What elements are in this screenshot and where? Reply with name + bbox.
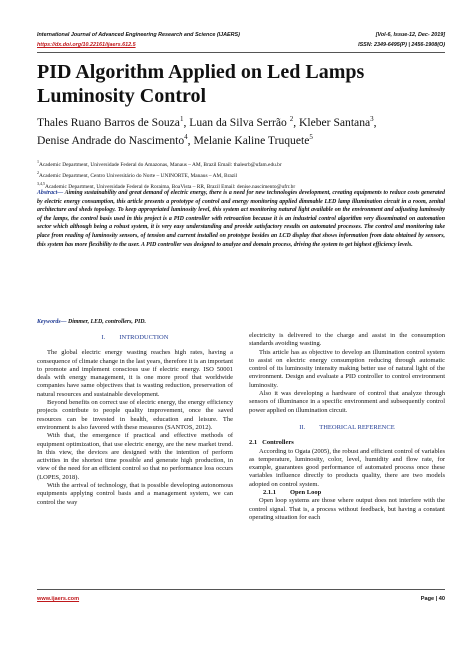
author-sup: 4 [184,132,188,141]
paragraph: According to Ogata (2005), the robust and efficient control of variables as temperature, luminosity, color, level, humidity and flow rate, for example, guarantees good performance of automated process once these variables influence directly to products quality, there are two models adopted on control system. [249,447,445,488]
abstract-text: Aiming sustainability and great demand of electric energy, there is a need for new technologies development, creating equipments to reduce costs generated by electric energy consumption, this article presents a prototype of control and energy monitoring applied dimmable LED lamp illumination circuit in a room, zenital architecture and sheds topology. To keep appropriated luminosity level, this system act monitoring natural light available on the environment and adjusting luminosity of the lamps, the control basis used in this project is a PID controller with retroaction because it is an industrial control algorithm very disseminated on automation sector which although being a robust system, it is very easy understanding and provide satisfactory results on automated processes. The control and monitoring take place from reading of luminosity sensors, of tension and current installed on prototype besides an LCD display that shows information from data obtained by sensors, this system has more flexibility to the user. A PID controller was designed to analyze and domain process, driving the system to get highest efficiency levels. [37,190,445,248]
author-name: Denise Andrade do Nascimento [37,133,185,147]
subsection-number: 2.1 [249,439,258,447]
keywords-label: Keywords— [37,319,67,325]
author-sep: , [183,115,190,129]
subsection-heading [249,439,445,447]
left-column [37,332,233,507]
paragraph: With that, the emergence if practical and effective methods of equipment optimization, that use electric energy, are the new market trend. In this view, the devices are designed with the intention of perform activities in the shortest time possible and generate high production, in view of the need for an efficient control so that no performance loss occurs (LOPES, 2018). [37,432,233,481]
volume-info: [Vol-6, Issue-12, Dec- 2019] [375,32,445,38]
paper-title: PID Algorithm Applied on Led Lamps Luminosity Control [37,61,365,107]
affiliation-text: Academic Department, Centro Universitário do Norte – UNINORTE, Manaus – AM, Brazil [39,172,238,179]
affiliation-text: Academic Department, Universidade Federal de Roraima, BoaVista – RR, Brazil Email: denise.nascimento@ufrr.br [45,183,296,190]
subsubsection-number: 2.1.1 [263,489,276,497]
author-sup: 5 [309,132,313,141]
affiliation-list [37,158,445,190]
section-number: I. [101,334,106,341]
section-heading [249,424,445,432]
abstract [37,189,445,249]
issn-info: ISSN: 2349-6495(P) | 2456-1908(O) [358,42,445,48]
abstract-label: Abstract— [37,190,64,196]
author-sup: 3 [370,115,374,123]
affiliation-sup: 1 [37,159,39,164]
keywords [37,318,445,327]
author-sep: , [373,115,377,129]
section-title: THEORICAL REFERENCE [319,423,395,431]
paragraph: Open loop systems are those where output does not interfere with the control signal. That is, a process without feedback, but having a constant operating situation for each [249,497,445,521]
paragraph: The global electric energy wasting reaches high rates, having a consequence of climate change in the last years, therefore it is an important to promote and implement conscious use if electric energy. ISO 50001 deals with energy management, it is one more proof that worldwide companies have same objectives that is wasting reduction, preservation of natural resources and sustainable development. [37,349,233,398]
author-name: Kleber Santana [299,115,371,129]
page-number: Page | 40 [420,596,445,602]
doi-link[interactable]: https://dx.doi.org/10.22161/ijaers.612.5 [37,42,136,48]
author-name: Thales Ruano Barros de Souza [37,115,180,129]
footer-divider [37,589,445,590]
header-divider [37,52,445,53]
section-heading [37,334,233,342]
author-list [37,112,445,148]
author-name: Luan da Silva Serrão [189,115,290,129]
paragraph: This article has as objective to develop an illumination control system to assist on electric energy consumption reducing through automatic control of its luminosity intensity making better use of natural light of the environment. Design and evaluate a PID controller to control environment luminosity. [249,348,445,389]
affiliation-sup: 2 [37,169,39,175]
author-sup: 1 [179,115,184,123]
affiliation-text: Academic Department, Universidade Federal do Amazonas, Manaus – AM, Brazil Email: thalesrb@ufam.edu.br [39,161,282,168]
author-sep: , [187,133,194,147]
affiliation-sup: 3,4,5 [37,180,45,186]
paragraph: With the arrival of technology, that is possible developing autonomous equipments applying control basis and a management system, we can control the way [37,482,233,506]
section-title: INTRODUCTION [119,334,169,341]
section-number: II. [299,423,306,431]
paragraph: Beyond benefits on correct use of electric energy, the energy efficiency projects contribute to people quality improvement, once the saved resources can be invested in health, education and leisure. The environment is also favored with these measures (SANTOS, 2012). [37,399,233,431]
paragraph: electricity is delivered to the charge and assist in the consumption standards avoiding wasting. [249,332,445,348]
subsubsection-title: Open Loop [290,489,322,497]
affiliation [37,169,445,180]
affiliation [37,158,445,169]
site-link[interactable]: www.ijaers.com [37,596,80,602]
author-sep: , [293,115,299,129]
subsection-title: Controllers [262,439,294,447]
author-sup: 2 [289,115,294,123]
subsubsection-heading [263,489,445,497]
paragraph: Also it was developing a hardware of control that analyze through sensors of illuminance in a specific environment and subsequently control power applied on illumination circuit. [249,390,445,414]
keywords-text: Dimmer, LED, controllers, PID. [66,319,146,325]
journal-name: International Journal of Advanced Engineering Research and Science (IJAERS) [37,32,240,38]
right-column [249,332,445,522]
author-name: Melanie Kaline Truquete [193,133,310,147]
